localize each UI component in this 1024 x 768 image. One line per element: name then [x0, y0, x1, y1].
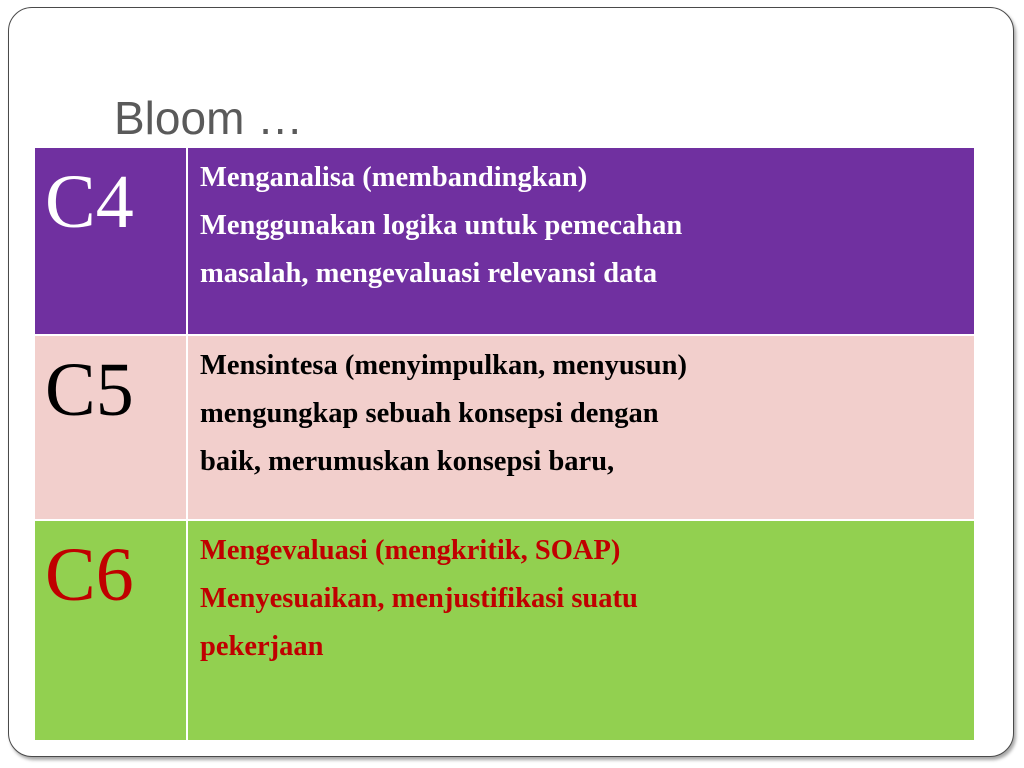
slide-title: Bloom …: [114, 92, 304, 144]
level-description-c5: [187, 335, 975, 520]
level-description-c4: [187, 147, 975, 335]
bloom-table: [33, 146, 976, 742]
description-line: masalah, mengevaluasi relevansi data: [200, 258, 658, 289]
level-description-c6: [187, 520, 975, 741]
table-row-c6: [34, 520, 975, 741]
table-row-c5: [34, 335, 975, 520]
level-code-c6: C6: [34, 520, 187, 741]
description-line: mengungkap sebuah konsepsi dengan: [200, 398, 659, 429]
description-line: Menganalisa (membandingkan): [200, 162, 588, 193]
description-line: Mensintesa (menyimpulkan, menyusun): [200, 350, 687, 381]
level-code-c5: C5: [34, 335, 187, 520]
description-line: pekerjaan: [200, 631, 324, 662]
description-line: baik, merumuskan konsepsi baru,: [200, 446, 615, 477]
description-line: Menggunakan logika untuk pemecahan: [200, 210, 683, 241]
level-code-c4: C4: [34, 147, 187, 335]
description-line: Menyesuaikan, menjustifikasi suatu: [200, 583, 638, 614]
table-row-c4: [34, 147, 975, 335]
description-line: Mengevaluasi (mengkritik, SOAP): [200, 535, 621, 566]
